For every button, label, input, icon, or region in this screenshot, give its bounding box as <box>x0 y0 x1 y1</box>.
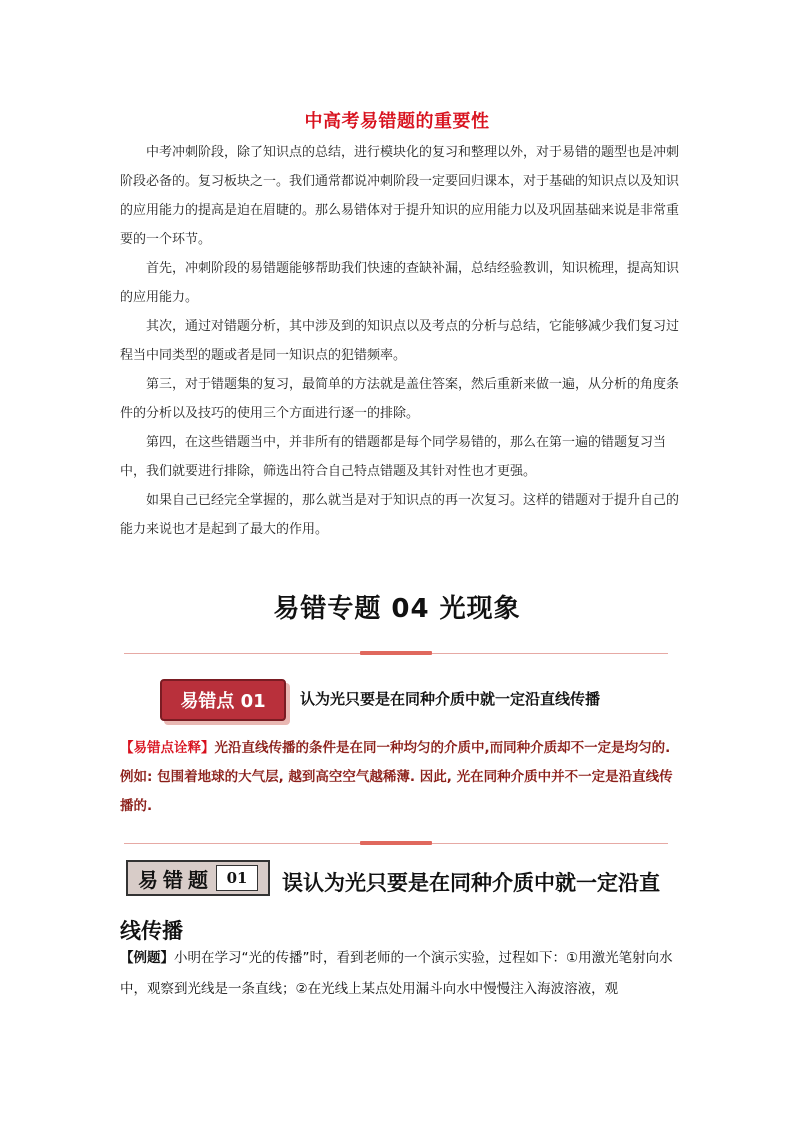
intro-paragraph: 第四，在这些错题当中，并非所有的错题都是每个同学易错的，那么在第一遍的错题复习当中，我们就要进行排除，筛选出符合自己特点错题及其针对性也才更强。 <box>120 435 667 479</box>
error-point-heading: 认为光只要是在同种介质中就一定沿直线传播 <box>300 690 601 708</box>
intro-paragraph: 如果自己已经完全掌握的，那么就当是对于知识点的再一次复习。这样的错题对于提升自己的能力来说也才是起到了最大的作用。 <box>120 493 680 537</box>
intro-paragraph: 第三，对于错题集的复习，最简单的方法就是盖住答案，然后重新来做一遍，从分析的角度条件的分析以及技巧的使用三个方面进行逐一的排除。 <box>120 377 680 421</box>
example-question <box>120 943 680 1005</box>
divider-accent <box>360 651 432 655</box>
error-point-badge: 易错点 01 <box>160 679 286 721</box>
error-point-explanation <box>120 734 680 821</box>
divider-accent <box>360 841 432 845</box>
error-question-badge-label: 易错题 <box>138 867 213 892</box>
explanation-text: 光沿直线传播的条件是在同一种均匀的介质中,而同种介质却不一定是均匀的. 例如: 包围着地球的大气层, 越到高空空气越稀薄. 因此, 光在同种介质中并不一定是沿直线传播的. <box>120 740 673 814</box>
error-question-heading: 误认为光只要是在同种介质中就一定沿直线传播 <box>120 870 660 943</box>
intro-body <box>120 138 680 544</box>
error-question-badge-number: 01 <box>216 865 258 891</box>
intro-paragraph: 中考冲刺阶段，除了知识点的总结，进行模块化的复习和整理以外，对于易错的题型也是冲刺阶段必备的。复习板块之一。我们通常都说冲刺阶段一定要回归课本，对于基础的知识点以及知识的应用能力的提高是迫在眉睫的。那么易错体对于提升知识的应用能力以及巩固基础来说是非常重要的一个环节。 <box>120 145 680 247</box>
example-text: 小明在学习“光的传播”时，看到老师的一个演示实验，过程如下：①用激光笔射向水中，观察到光线是一条直线；②在光线上某点处用漏斗向水中慢慢注入海波溶液，观 <box>120 950 673 997</box>
intro-paragraph: 首先，冲刺阶段的易错题能够帮助我们快速的查缺补漏，总结经验教训，知识梳理，提高知识的应用能力。 <box>120 261 680 305</box>
intro-paragraph: 其次，通过对错题分析，其中涉及到的知识点以及考点的分析与总结，它能够减少我们复习过程当中同类型的题或者是同一知识点的犯错频率。 <box>120 319 680 363</box>
intro-title: 中高考易错题的重要性 <box>304 111 490 132</box>
example-label: 【例题】 <box>120 950 174 966</box>
topic-title: 易错专题 04 光现象 <box>273 594 521 624</box>
explanation-label: 【易错点诠释】 <box>120 740 215 756</box>
